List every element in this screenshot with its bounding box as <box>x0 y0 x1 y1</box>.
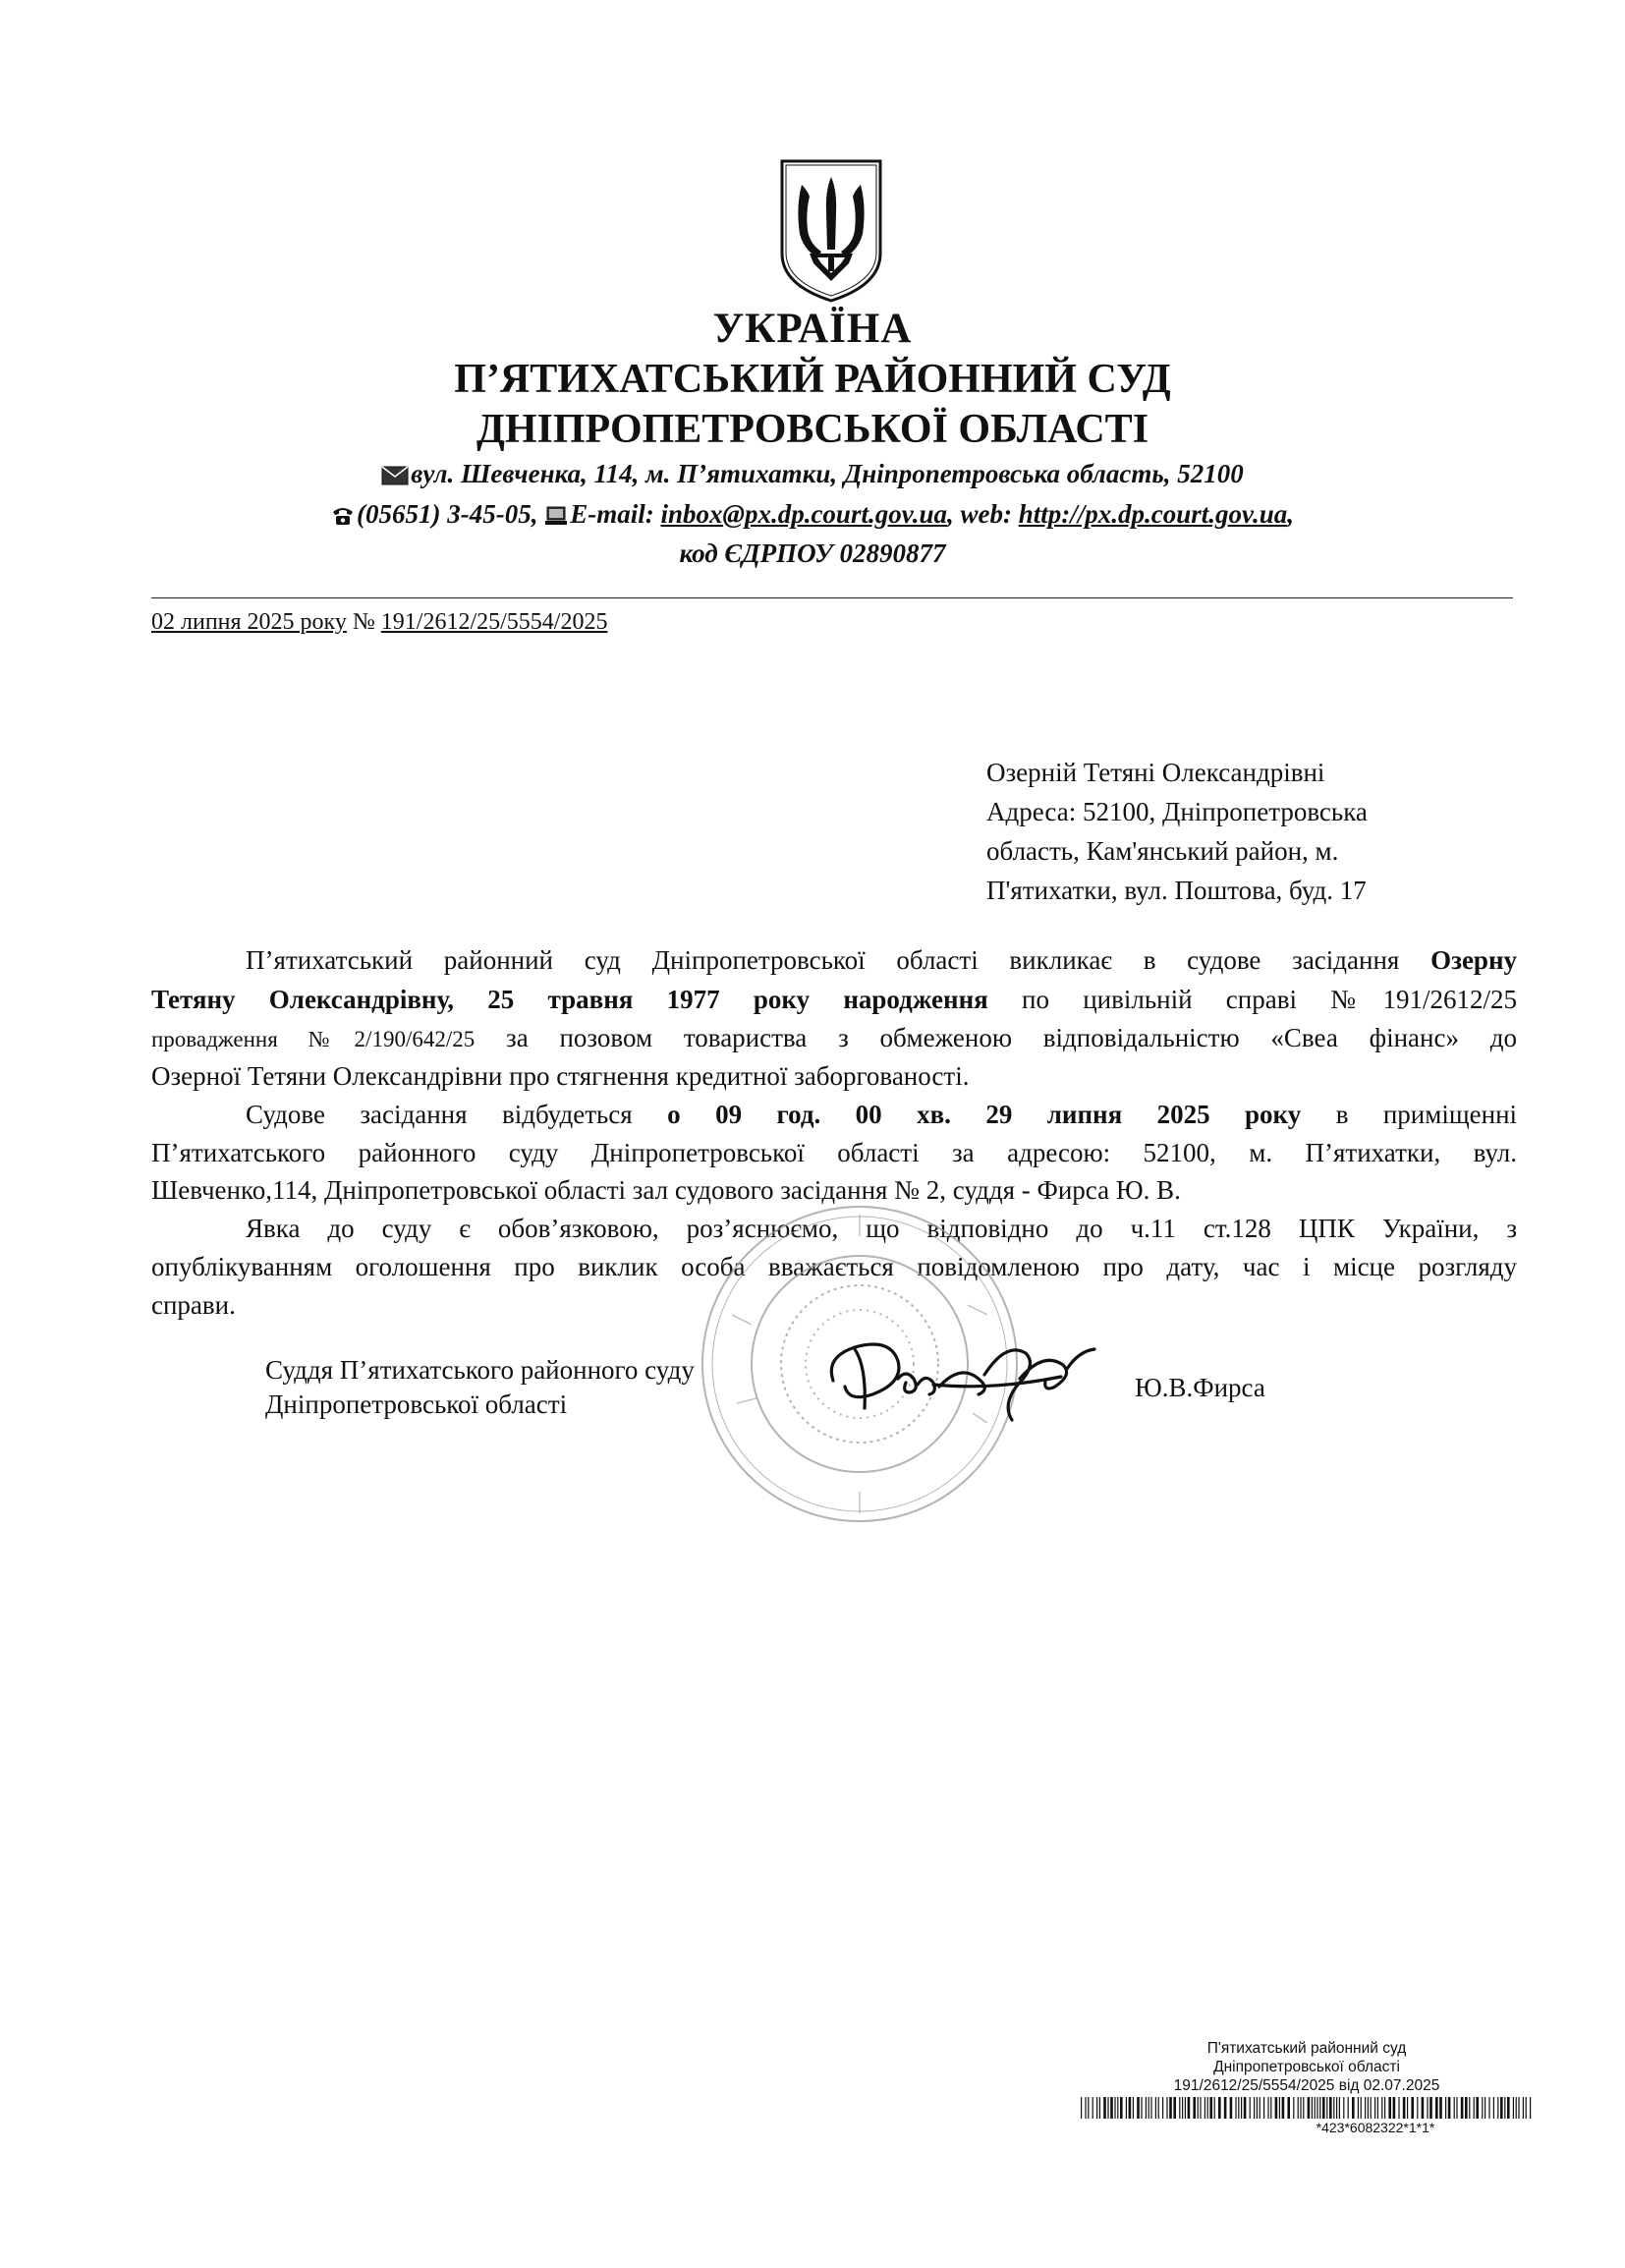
barcode-bar <box>1445 2097 1446 2119</box>
body-line: справи. <box>151 1290 236 1320</box>
barcode-bar <box>1088 2097 1089 2119</box>
addressee-address-line-1: Адреса: 52100, Дніпропетровська <box>986 797 1368 826</box>
barcode-bar <box>1293 2097 1294 2119</box>
barcode-bar <box>1166 2097 1167 2119</box>
barcode-bar <box>1358 2097 1359 2119</box>
barcode-bar <box>1381 2097 1382 2119</box>
barcode-bar <box>1257 2097 1258 2119</box>
barcode-bar <box>1488 2097 1489 2119</box>
barcode-bar <box>1282 2097 1285 2119</box>
addressee-name: Озерній Тетяні Олександрівні <box>986 758 1325 787</box>
barcode-bar <box>1530 2097 1531 2119</box>
barcode-bar <box>1465 2097 1468 2119</box>
body-line <box>151 985 1517 1015</box>
barcode-bar <box>1117 2097 1118 2119</box>
barcode-bar <box>1493 2097 1494 2119</box>
number-sign: № <box>352 609 375 635</box>
barcode-bar <box>1456 2097 1457 2119</box>
barcode-bar <box>1504 2097 1505 2119</box>
barcode-bar <box>1188 2097 1191 2119</box>
barcode-bar <box>1270 2097 1271 2119</box>
barcode-bar <box>1403 2097 1406 2119</box>
barcode-bar <box>1200 2097 1201 2119</box>
barcode-bar <box>1352 2097 1355 2119</box>
court-website-link[interactable]: http://px.dp.court.gov.ua <box>1018 499 1288 529</box>
body-line: П’ятихатського районного суду Дніпропетровської області за адресою: 52100, м. П’ятихатки, вул. <box>151 1138 1517 1167</box>
barcode-bar <box>1260 2097 1261 2119</box>
barcode-bar <box>1137 2097 1140 2119</box>
barcode-bar <box>1162 2097 1163 2119</box>
addressee-address-line-3: П'ятихатки, вул. Поштова, буд. 17 <box>986 876 1367 905</box>
body-line <box>246 1100 1517 1130</box>
barcode-bar <box>1254 2097 1255 2119</box>
barcode-bar <box>1133 2097 1134 2119</box>
barcode-bar <box>1244 2097 1247 2119</box>
barcode-bar <box>1279 2097 1280 2119</box>
footer-document-ref: 191/2612/25/5554/2025 від 02.07.2025 <box>1173 2077 1440 2094</box>
barcode <box>1081 2097 1533 2119</box>
barcode-bar <box>1129 2097 1132 2119</box>
barcode-bar <box>1173 2097 1176 2119</box>
barcode-bar <box>1333 2097 1334 2119</box>
barcode-bar <box>1250 2097 1251 2119</box>
barcode-bar <box>1469 2097 1470 2119</box>
proceeding-number: провадження №2/190/642/25 <box>151 1027 476 1051</box>
barcode-bar <box>1185 2097 1186 2119</box>
barcode-bar <box>1308 2097 1311 2119</box>
barcode-bar <box>1336 2097 1337 2119</box>
barcode-bar <box>1207 2097 1208 2119</box>
signature-title-line-2: Дніпропетровської області <box>265 1389 568 1419</box>
barcode-bar <box>1275 2097 1278 2119</box>
coat-of-arms-icon <box>774 155 888 305</box>
body-line: Озерної Тетяни Олександрівни про стягнення кредитної заборгованості. <box>151 1061 970 1091</box>
envelope-icon <box>381 466 409 485</box>
barcode-bar <box>1198 2097 1199 2119</box>
barcode-bar <box>1326 2097 1327 2119</box>
court-contacts-line <box>0 499 1625 530</box>
web-label: , web: <box>946 499 1012 529</box>
barcode-bar <box>1169 2097 1172 2119</box>
court-edrpou: код ЄДРПОУ 02890877 <box>679 539 946 568</box>
barcode-bar <box>1523 2097 1524 2119</box>
barcode-number: *423*6082322*1*1* <box>1316 2120 1435 2135</box>
barcode-bar <box>1182 2097 1183 2119</box>
body-line: Шевченко,114, Дніпропетровської області зал судового засідання № 2, суддя - Фирса Ю. В. <box>151 1175 1181 1205</box>
barcode-bar <box>1150 2097 1151 2119</box>
court-email-link[interactable]: inbox@px.dp.court.gov.ua <box>660 499 947 529</box>
barcode-bar <box>1429 2097 1432 2119</box>
document-number: 191/2612/25/5554/2025 <box>380 609 608 635</box>
signature-title-line-1: Суддя П’ятихатського районного суду <box>265 1355 695 1385</box>
barcode-bar <box>1303 2097 1304 2119</box>
barcode-bar <box>1329 2097 1332 2119</box>
telephone-icon <box>331 506 355 526</box>
web-suffix: , <box>1287 499 1294 529</box>
barcode-bar <box>1365 2097 1366 2119</box>
barcode-bar <box>1155 2097 1156 2119</box>
barcode-bar <box>1474 2097 1475 2119</box>
barcode-bar <box>1300 2097 1301 2119</box>
barcode-bar <box>1348 2097 1349 2119</box>
document-date: 02 липня 2025 року <box>151 609 347 635</box>
document-reference <box>151 609 607 636</box>
footer-court-line-1: П'ятихатський районний суд <box>1206 2040 1407 2057</box>
country-heading: УКРАЇНА <box>712 306 913 352</box>
barcode-bar <box>1422 2097 1425 2119</box>
court-region-heading: ДНІПРОПЕТРОВСЬКОЇ ОБЛАСТІ <box>476 407 1149 452</box>
civil-case-label: по цивільній справі <box>1022 985 1297 1014</box>
body-line <box>151 1023 1517 1053</box>
hearing-datetime: о 09 год. 00 хв. 29 липня 2025 року <box>667 1100 1302 1129</box>
barcode-bar <box>1500 2097 1503 2119</box>
barcode-bar <box>1114 2097 1115 2119</box>
barcode-bar <box>1497 2097 1498 2119</box>
barcode-bar <box>1193 2097 1196 2119</box>
barcode-bar <box>1085 2097 1086 2119</box>
barcode-bar <box>1393 2097 1396 2119</box>
court-name-heading: П’ЯТИХАТСЬКИЙ РАЙОННИЙ СУД <box>454 357 1171 402</box>
barcode-bar <box>1427 2097 1428 2119</box>
barcode-bar <box>1398 2097 1399 2119</box>
barcode-bar <box>1384 2097 1385 2119</box>
barcode-bar <box>1103 2097 1106 2119</box>
barcode-bar <box>1448 2097 1451 2119</box>
barcode-bar <box>1339 2097 1340 2119</box>
barcode-bar <box>1516 2097 1517 2119</box>
barcode-bar <box>1126 2097 1127 2119</box>
claim-description: за позовом товариства з обмеженою відповідальністю «Свеа фінанс» до <box>506 1023 1517 1052</box>
judge-signature <box>815 1322 1110 1430</box>
barcode-bar <box>1263 2097 1264 2119</box>
barcode-bar <box>1238 2097 1239 2119</box>
barcode-bar <box>1107 2097 1108 2119</box>
case-number: №191/2612/25 <box>1330 985 1518 1014</box>
email-label: E-mail: <box>570 499 654 529</box>
barcode-bar <box>1096 2097 1097 2119</box>
barcode-bar <box>1099 2097 1100 2119</box>
barcode-bar <box>1235 2097 1236 2119</box>
barcode-bar <box>1371 2097 1372 2119</box>
barcode-bar <box>1298 2097 1299 2119</box>
barcode-bar <box>1454 2097 1455 2119</box>
header-divider <box>151 597 1513 598</box>
barcode-bar <box>1287 2097 1290 2119</box>
barcode-bar <box>1110 2097 1113 2119</box>
barcode-bar <box>1081 2097 1082 2119</box>
judge-name: Ю.В.Фирса <box>1135 1373 1265 1402</box>
barcode-bar <box>1315 2097 1316 2119</box>
barcode-bar <box>1158 2097 1159 2119</box>
addressee-address-line-2: область, Кам'янський район, м. <box>986 836 1339 866</box>
barcode-bar <box>1179 2097 1180 2119</box>
barcode-bar <box>1141 2097 1142 2119</box>
barcode-bar <box>1482 2097 1483 2119</box>
hearing-intro: Судове засідання відбудеться <box>246 1100 633 1129</box>
barcode-bar <box>1209 2097 1212 2119</box>
barcode-bar <box>1439 2097 1442 2119</box>
addressee-block <box>986 753 1497 910</box>
barcode-bar <box>1319 2097 1320 2119</box>
barcode-bar <box>1224 2097 1227 2119</box>
barcode-bar <box>1146 2097 1147 2119</box>
court-address-line <box>0 459 1625 489</box>
barcode-bar <box>1241 2097 1242 2119</box>
barcode-bar <box>1368 2097 1369 2119</box>
barcode-bar <box>1374 2097 1375 2119</box>
barcode-bar <box>1407 2097 1408 2119</box>
barcode-bar <box>1312 2097 1313 2119</box>
barcode-bar <box>1377 2097 1378 2119</box>
barcode-bar <box>1417 2097 1418 2119</box>
body-line: опублікуванням оголошення про виклик особа вважається повідомленою про дату, час і місце розгляду <box>151 1252 1517 1281</box>
barcode-bar <box>1526 2097 1527 2119</box>
barcode-bar <box>1411 2097 1414 2119</box>
barcode-bar <box>1513 2097 1514 2119</box>
barcode-bar <box>1322 2097 1325 2119</box>
barcode-bar <box>1343 2097 1344 2119</box>
summons-intro: П’ятихатський районний суд Дніпропетровської області викликає в судове засідання <box>246 945 1400 975</box>
registration-footer <box>1081 2039 1533 2137</box>
barcode-bar <box>1461 2097 1464 2119</box>
body-line <box>246 945 1517 976</box>
barcode-bar <box>1388 2097 1391 2119</box>
barcode-bar <box>1361 2097 1362 2119</box>
barcode-bar <box>1218 2097 1221 2119</box>
barcode-bar <box>1507 2097 1510 2119</box>
barcode-bar <box>1476 2097 1479 2119</box>
barcode-bar <box>1435 2097 1438 2119</box>
barcode-bar <box>1120 2097 1123 2119</box>
defendant-surname: Озерну <box>1430 945 1518 975</box>
defendant-name-birth: Тетяну Олександрівну, 25 травня 1977 року народження <box>151 985 988 1014</box>
barcode-bar <box>1214 2097 1215 2119</box>
footer-court-line-2: Дніпропетровської області <box>1213 2059 1400 2075</box>
body-line: Явка до суду є обов’язковою, роз’яснюємо, що відповідно до ч.11 ст.128 ЦПК України, з <box>246 1214 1517 1243</box>
hearing-location-intro: в приміщенні <box>1335 1100 1518 1129</box>
computer-icon <box>544 506 568 526</box>
court-phone: (05651) 3-45-05, <box>357 499 538 529</box>
barcode-bar <box>1230 2097 1233 2119</box>
barcode-bar <box>1518 2097 1519 2119</box>
barcode-bar <box>1267 2097 1268 2119</box>
court-address: вул. Шевченка, 114, м. П’ятихатки, Дніпропетровська область, 52100 <box>411 459 1244 488</box>
